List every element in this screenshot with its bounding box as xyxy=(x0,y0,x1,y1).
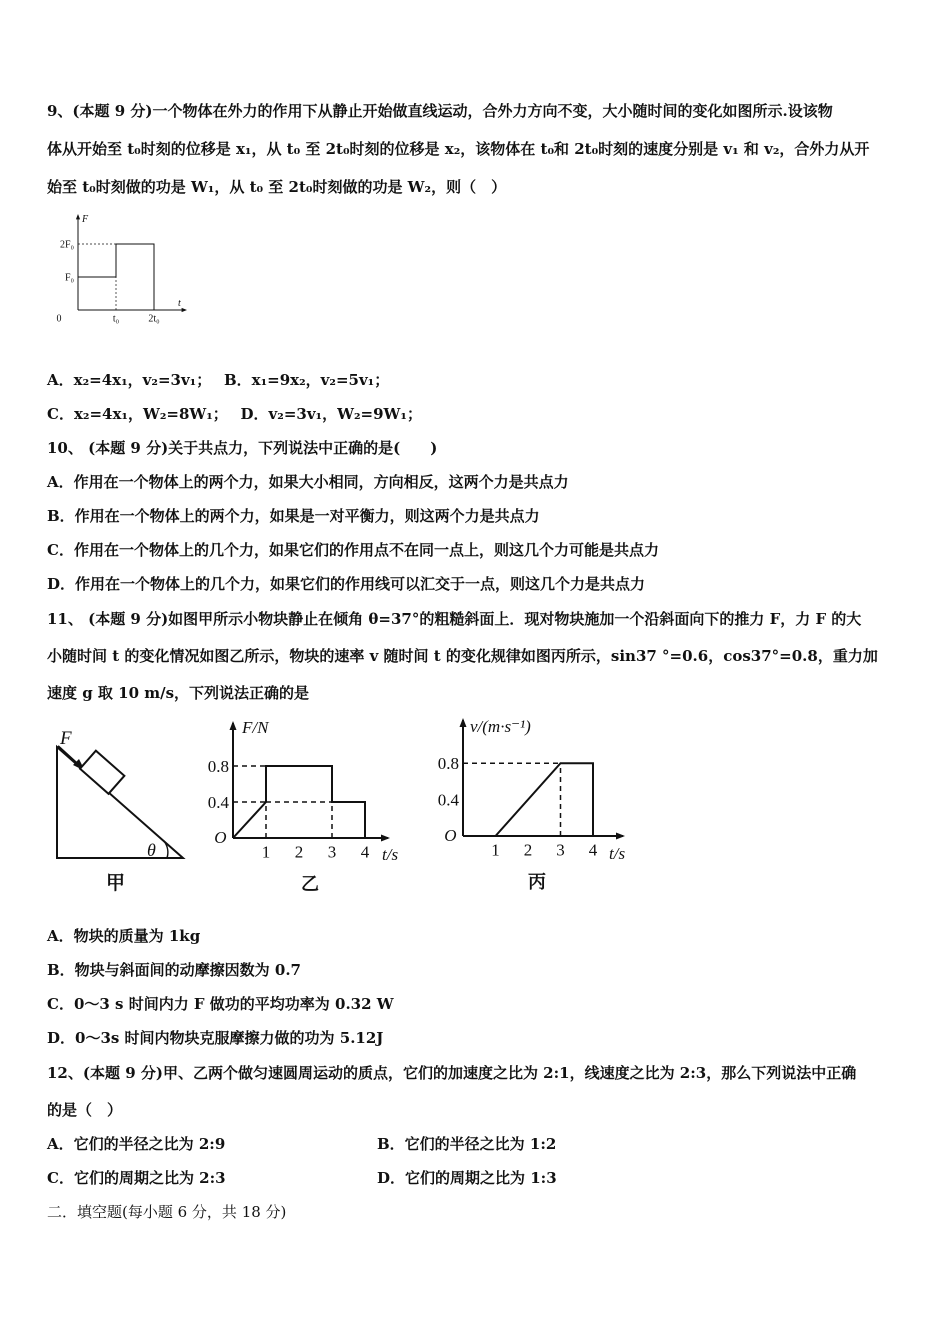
q10-option-c: C．作用在一个物体上的几个力，如果它们的作用点不在同一点上，则这几个力可能是共点力 xyxy=(47,541,659,559)
q10-option-d: D．作用在一个物体上的几个力，如果它们的作用线可以汇交于一点，则这几个力是共点力 xyxy=(47,575,646,593)
q11-stem-line-3: 速度 g 取 10 m/s，下列说法正确的是 xyxy=(47,684,310,702)
x-tick-label: 4 xyxy=(360,842,370,862)
y-axis-label: v/(m·s⁻¹) xyxy=(470,717,531,736)
q12-option-d: D．它们的周期之比为 1:3 xyxy=(377,1169,557,1187)
x-tick-label: 0 xyxy=(56,313,62,325)
y-tick-label: 0.8 xyxy=(437,754,459,774)
x-tick-label: 4 xyxy=(588,840,598,860)
x-axis-label: t/s xyxy=(609,844,626,863)
q9-stem-line-1: 9、(本题 9 分)一个物体在外力的作用下从静止开始做直线运动，合外力方向不变，大小随时间的变化如图所示.设该物 xyxy=(47,102,833,120)
y-tick-label: 2F₀ xyxy=(59,239,74,251)
q9-stem-line-3: 始至 t₀时刻做的功是 W₁，从 t₀ 至 2t₀时刻做的功是 W₂，则（ ） xyxy=(47,178,507,196)
y-axis-arrow xyxy=(76,214,80,219)
chart-velocity-time-q11 xyxy=(425,712,645,900)
q10-stem: 10、 (本题 9 分)关于共点力，下列说法中正确的是( ) xyxy=(47,439,438,457)
q12-stem-line-1: 12、(本题 9 分)甲、乙两个做匀速圆周运动的质点，它们的加速度之比为 2:1，线速度之比为 2:3，那么下列说法中正确 xyxy=(47,1064,857,1082)
x-axis-label: t/s xyxy=(382,845,399,864)
q11-option-c: C．0～3 s 时间内力 F 做功的平均功率为 0.32 W xyxy=(47,995,394,1013)
q9-stem-line-2: 体从开始至 t₀时刻的位移是 x₁，从 t₀ 至 2t₀时刻的位移是 x₂，该物体在 t₀和 2t₀时刻的速度分别是 v₁ 和 v₂，合外力从开 xyxy=(47,140,870,158)
q12-option-b: B．它们的半径之比为 1:2 xyxy=(377,1135,557,1153)
x-tick-label: 3 xyxy=(556,840,565,860)
y-axis-label: F xyxy=(82,214,89,225)
x-axis-label: t xyxy=(178,298,181,309)
q10-option-a: A．作用在一个物体上的两个力，如果大小相同，方向相反，这两个力是共点力 xyxy=(47,473,569,491)
q11-stem-line-2: 小随时间 t 的变化情况如图乙所示，物块的速率 v 随时间 t 的变化规律如图丙所示，sin37 °=0.6，cos37°=0.8，重力加 xyxy=(47,647,878,665)
x-tick-label: 2 xyxy=(523,840,533,860)
block xyxy=(80,751,124,794)
chart-force-time-q11 xyxy=(200,715,420,900)
origin-label: O xyxy=(214,828,227,848)
force-label: F xyxy=(60,728,72,749)
q11-option-b: B．物块与斜面间的动摩擦因数为 0.7 xyxy=(47,961,301,979)
y-axis-label: F/N xyxy=(242,718,269,737)
q9-options-ab: A．x₂=4x₁，v₂=3v₁； B．x₁=9x₂，v₂=5v₁； xyxy=(47,371,390,389)
series-line-v xyxy=(496,763,594,836)
x-tick-label: t₀ xyxy=(112,313,120,325)
y-axis-arrow xyxy=(460,718,467,727)
q12-option-a: A．它们的半径之比为 2:9 xyxy=(47,1135,226,1153)
x-axis-arrow xyxy=(616,833,625,840)
angle-label: θ xyxy=(147,840,156,860)
q11-option-a: A．物块的质量为 1kg xyxy=(47,927,201,945)
q11-option-d: D．0～3s 时间内物块克服摩擦力做的功为 5.12J xyxy=(47,1029,384,1047)
x-tick-label: 1 xyxy=(261,842,271,862)
x-tick-label: 2t₀ xyxy=(148,313,160,325)
section-2-heading: 二．填空题(每小题 6 分，共 18 分) xyxy=(47,1203,287,1221)
incline-caption: 甲 xyxy=(106,873,126,894)
q9-options-cd: C．x₂=4x₁，W₂=8W₁； D．v₂=3v₁，W₂=9W₁； xyxy=(47,405,422,423)
q11-stem-line-1: 11、 (本题 9 分)如图甲所示小物块静止在倾角 θ=37°的粗糙斜面上．现对物块施加一个沿斜面向下的推力 F，力 F 的大 xyxy=(47,610,862,628)
x-axis-arrow xyxy=(182,308,187,312)
x-tick-label: 1 xyxy=(491,840,500,860)
y-axis-arrow xyxy=(230,721,237,730)
chart-force-time-q9 xyxy=(50,210,200,330)
y-tick-label: 0.4 xyxy=(207,792,229,812)
x-tick-label: 2 xyxy=(294,842,304,862)
y-tick-label: 0.8 xyxy=(207,756,229,776)
x-tick-label: 3 xyxy=(327,842,337,862)
origin-label: O xyxy=(444,826,457,846)
y-tick-label: 0.4 xyxy=(437,790,459,810)
q12-stem-line-2: 的是（ ） xyxy=(47,1101,123,1119)
y-tick-label: F₀ xyxy=(64,272,74,284)
chart-caption: 乙 xyxy=(301,874,319,894)
q12-option-c: C．它们的周期之比为 2:3 xyxy=(47,1169,226,1187)
chart-caption: 丙 xyxy=(528,872,546,892)
figure-incline xyxy=(40,718,200,898)
q10-option-b: B．作用在一个物体上的两个力，如果是一对平衡力，则这两个力是共点力 xyxy=(47,507,540,525)
x-axis-arrow xyxy=(381,835,390,842)
